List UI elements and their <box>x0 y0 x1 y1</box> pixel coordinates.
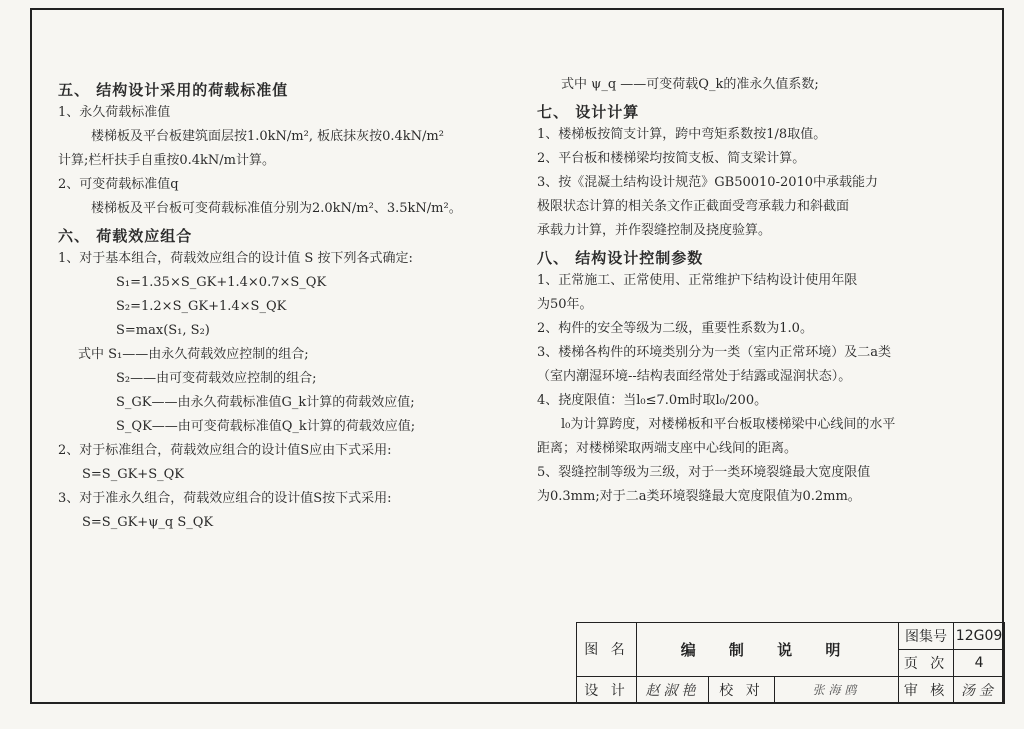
left-text-line: 2、可变荷载标准值q <box>58 177 179 192</box>
label-atlas-number: 图集号 <box>899 623 954 650</box>
right-text-line: 4、挠度限值：当l₀≤7.0m时取l₀/200。 <box>537 393 768 408</box>
left-text-line: 楼梯板及平台板建筑面层按1.0kN/m², 板底抹灰按0.4kN/m² <box>91 129 444 144</box>
right-heading: 八、 结构设计控制参数 <box>537 249 704 267</box>
right-text-line: 2、平台板和楼梯梁均按简支板、简支梁计算。 <box>537 151 806 166</box>
drawing-name: 编 制 说 明 <box>637 623 899 677</box>
left-heading: 六、 荷载效应组合 <box>58 227 193 245</box>
label-drawing-name: 图 名 <box>577 623 637 677</box>
designer-signature: 赵淑艳 <box>637 676 709 703</box>
right-text-line: 3、楼梯各构件的环境类别分为一类（室内正常环境）及二a类 <box>537 345 892 360</box>
label-design: 设 计 <box>577 676 637 703</box>
right-text-line: （室内潮湿环境--结构表面经常处于结露或湿润状态）。 <box>537 369 852 384</box>
checker-signature: 张海鸥 <box>775 676 899 703</box>
left-text-line: 1、永久荷载标准值 <box>58 105 171 120</box>
right-column <box>537 76 977 512</box>
right-text-line: 1、正常施工、正常使用、正常维护下结构设计使用年限 <box>537 273 858 288</box>
right-text-line: 距离；对楼梯梁取两端支座中心线间的距离。 <box>537 441 798 456</box>
left-text-line: S₂——由可变荷载效应控制的组合; <box>116 371 317 386</box>
label-page: 页 次 <box>899 650 954 676</box>
right-text-line: 2、构件的安全等级为二级，重要性系数为1.0。 <box>537 321 813 336</box>
right-text-line: 式中 ψ_q ——可变荷载Q_k的准永久值系数; <box>561 77 819 92</box>
left-column <box>58 78 508 538</box>
right-text-line: 1、楼梯板按简支计算，跨中弯矩系数按1/8取值。 <box>537 127 827 142</box>
left-text-line: 式中 S₁——由永久荷载效应控制的组合; <box>78 347 309 362</box>
left-text-line: S=S_GK+S_QK <box>82 467 184 482</box>
right-text-line: l₀为计算跨度，对楼梯板和平台板取楼梯梁中心线间的水平 <box>561 417 896 432</box>
left-text-line: S_QK——由可变荷载标准值Q_k计算的荷载效应值; <box>116 419 416 434</box>
left-text-line: S_GK——由永久荷载标准值G_k计算的荷载效应值; <box>116 395 415 410</box>
left-text-line: S=max(S₁, S₂) <box>116 323 210 338</box>
left-text-line: 3、对于准永久组合，荷载效应组合的设计值S按下式采用: <box>58 491 392 506</box>
left-text-line: 计算;栏杆扶手自重按0.4kN/m计算。 <box>58 153 276 168</box>
right-text-line: 极限状态计算的相关条文作正截面受弯承载力和斜截面 <box>537 199 850 214</box>
left-text-line: S₁=1.35×S_GK+1.4×0.7×S_QK <box>116 275 327 290</box>
reviewer-signature: 汤金 <box>954 676 1005 703</box>
right-text-line: 3、按《混凝土结构设计规范》GB50010-2010中承载能力 <box>537 175 879 190</box>
right-text-line: 5、裂缝控制等级为三级，对于一类环境裂缝最大宽度限值 <box>537 465 871 480</box>
left-text-line: 1、对于基本组合，荷载效应组合的设计值 S 按下列各式确定: <box>58 251 413 266</box>
page-number: 4 <box>954 650 1005 676</box>
label-check: 校 对 <box>709 676 775 703</box>
atlas-number: 12G09 <box>954 623 1005 650</box>
left-text-line: S=S_GK+ψ_q S_QK <box>82 515 214 530</box>
label-review: 审 核 <box>899 676 954 703</box>
right-heading: 七、 设计计算 <box>537 103 640 121</box>
left-text-line: S₂=1.2×S_GK+1.4×S_QK <box>116 299 287 314</box>
left-text-line: 2、对于标准组合，荷载效应组合的设计值S应由下式采用: <box>58 443 392 458</box>
right-text-line: 为0.3mm;对于二a类环境裂缝最大宽度限值为0.2mm。 <box>537 489 861 504</box>
right-text-line: 为50年。 <box>537 297 593 312</box>
title-block <box>576 622 1005 704</box>
left-text-line: 楼梯板及平台板可变荷载标准值分别为2.0kN/m²、3.5kN/m²。 <box>91 201 462 216</box>
right-text-line: 承载力计算，并作裂缝控制及挠度验算。 <box>537 223 772 238</box>
left-heading: 五、 结构设计采用的荷载标准值 <box>58 81 289 99</box>
